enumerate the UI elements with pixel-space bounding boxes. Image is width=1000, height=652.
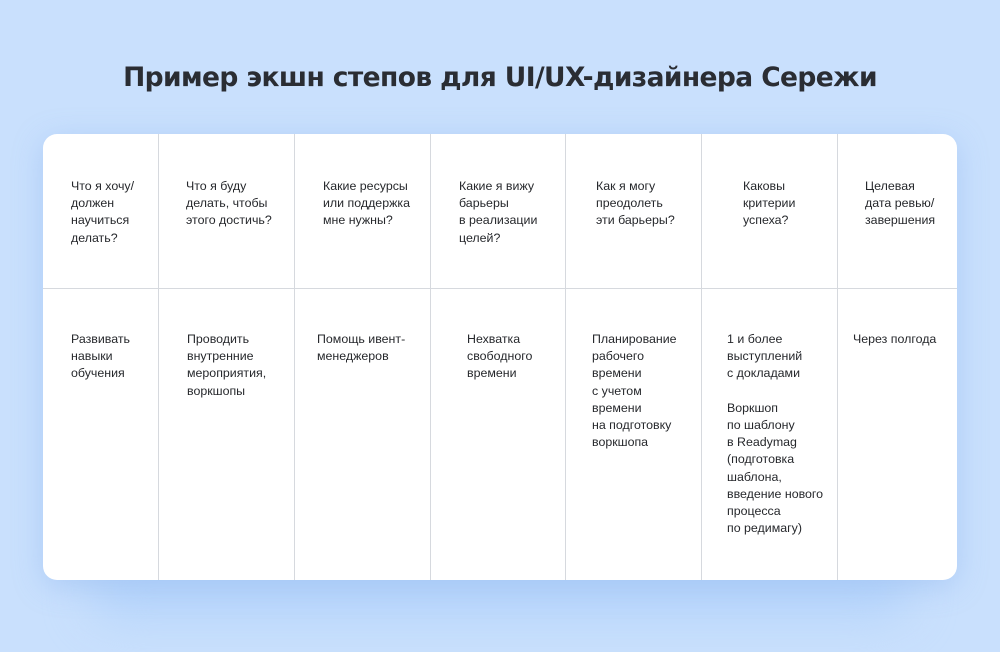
header-cell-success-criteria: Каковы критерии успеха?: [743, 179, 796, 228]
header-cell-actions: Что я буду делать, чтобы этого достичь?: [186, 179, 272, 228]
table-cell-success-criteria: 1 и более выступлений с докладами Воркшоп по шаблону в Readymag (подготовка шаблона, введение нового процесса по редимагу): [727, 332, 824, 536]
table-cell-actions: Проводить внутренние мероприятия, воркшопы: [187, 332, 267, 398]
action-steps-table: [43, 134, 957, 580]
table-cell-target-date: Через полгода: [853, 332, 937, 346]
header-cell-target-date: Целевая дата ревью/ завершения: [865, 179, 936, 228]
page-title: Пример экшн степов для UI/UX-дизайнера Сережи: [123, 62, 877, 93]
table-cell-learn-goal: Развивать навыки обучения: [71, 332, 130, 381]
table-cell-resources: Помощь ивент- менеджеров: [317, 332, 406, 364]
column-divider: [158, 134, 159, 580]
column-divider: [837, 134, 838, 580]
header-cell-barriers: Какие я вижу барьеры в реализации целей?: [459, 179, 538, 245]
row-divider: [43, 288, 957, 289]
column-divider: [565, 134, 566, 580]
header-cell-overcome: Как я могу преодолеть эти барьеры?: [596, 179, 675, 228]
column-divider: [701, 134, 702, 580]
column-divider: [430, 134, 431, 580]
column-divider: [294, 134, 295, 580]
header-cell-learn-goal: Что я хочу/ должен научиться делать?: [71, 179, 135, 245]
header-cell-resources: Какие ресурсы или поддержка мне нужны?: [323, 179, 410, 228]
table-cell-overcome: Планирование рабочего времени с учетом времени на подготовку воркшопа: [592, 332, 677, 450]
table-cell-barriers: Нехватка свободного времени: [467, 332, 533, 381]
